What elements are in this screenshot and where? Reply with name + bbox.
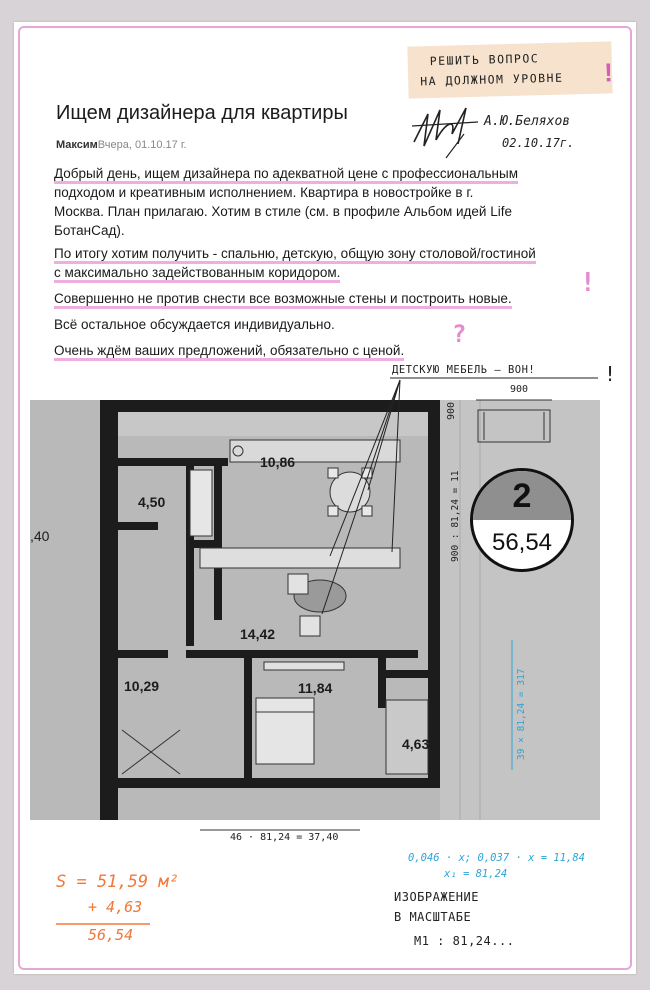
room-label-7: 4,63	[402, 736, 430, 752]
calc-left-line-3: 56,54	[88, 926, 134, 944]
signature-scribble-icon	[406, 100, 486, 160]
dim-bottom: 46 · 81,24 = 37,40	[230, 832, 339, 843]
signature-date: 02.10.17г.	[502, 136, 575, 150]
calc-right-line-1: 0,046 · x; 0,037 · x = 11,84	[408, 852, 586, 864]
room-label-5: 10,29	[124, 678, 160, 694]
post-paragraph-1	[54, 164, 599, 240]
room-label-3: ,40	[30, 528, 50, 544]
question-mark-1: ?	[452, 320, 467, 348]
post-paragraph-2	[54, 244, 599, 282]
annotation-furniture: ДЕТСКУЮ МЕБЕЛЬ — ВОН!	[392, 364, 536, 376]
calc-right-line-4: В МАСШТАБЕ	[394, 910, 472, 924]
paragraph-3-line-1: Совершенно не против снести все возможные стены и построить новые.	[54, 291, 512, 309]
sticky-note-exclaim: !	[603, 57, 614, 88]
calc-left-line-1: S = 51,59 м²	[56, 872, 179, 892]
dim-vertical: 900 : 81,24 = 11	[450, 470, 461, 562]
apartment-badge	[470, 468, 574, 572]
room-label-2: 4,50	[138, 494, 166, 510]
post-paragraph-3	[54, 289, 599, 308]
calc-right-line-5: М1 : 81,24...	[414, 934, 515, 948]
room-label-4: 14,42	[240, 626, 276, 642]
paragraph-1-line-2: подходом и креативным исполнением. Квартира в новостройке в г.	[54, 185, 474, 200]
paragraph-1-line-1: Добрый день, ищем дизайнера по адекватной цене с профессиональным	[54, 166, 518, 184]
dim-900-top: 900	[510, 384, 529, 395]
room-label-1: 10,86	[260, 454, 296, 470]
paragraph-2-line-2: с максимально задействованным коридором.	[54, 265, 340, 283]
post-title: Ищем дизайнера для квартиры	[56, 102, 348, 124]
post-meta	[56, 139, 187, 151]
sticky-note	[407, 41, 612, 98]
calc-left-line-2: + 4,63	[88, 898, 143, 916]
excl-mark-1: !	[580, 268, 596, 298]
sticky-note-line1: РЕШИТЬ ВОПРОС	[429, 51, 540, 69]
post-paragraph-5	[54, 341, 599, 360]
paragraph-5-line-1: Очень ждём ваших предложений, обязательно с ценой.	[54, 343, 404, 361]
paragraph-2-line-1: По итогу хотим получить - спальню, детскую, общую зону столовой/гостиной	[54, 246, 536, 264]
paragraph-1-line-4: БотанСад).	[54, 223, 125, 238]
calc-right-line-3: ИЗОБРАЖЕНИЕ	[394, 890, 479, 904]
excl-mark-2: !	[604, 362, 617, 386]
paragraph-1-line-3: Москва. План прилагаю. Хотим в стиле (см. в профиле Альбом идей Life	[54, 204, 512, 219]
post-date: Вчера, 01.10.17 г.	[97, 139, 187, 151]
dim-right-vertical: 39 × 81,24 = 317	[516, 668, 527, 760]
excl-mark-3	[0, 0, 1, 1]
paragraph-4-line-1: Всё остальное обсуждается индивидуально.	[54, 317, 335, 332]
room-label-6: 11,84	[298, 680, 333, 696]
floor-plan	[30, 400, 600, 820]
post-paragraph-4	[54, 315, 599, 334]
apartment-number: 2	[512, 477, 532, 515]
post-author[interactable]: Максим	[56, 139, 98, 151]
dim-900-side: 900	[446, 401, 457, 420]
floor-plan-drawing	[30, 400, 600, 820]
apartment-area: 56,54	[491, 529, 553, 556]
calc-right-line-2: x₁ = 81,24	[444, 868, 508, 880]
signature-name: А.Ю.Беляхов	[484, 114, 571, 129]
sticky-note-line2: НА ДОЛЖНОМ УРОВНЕ	[420, 70, 564, 89]
